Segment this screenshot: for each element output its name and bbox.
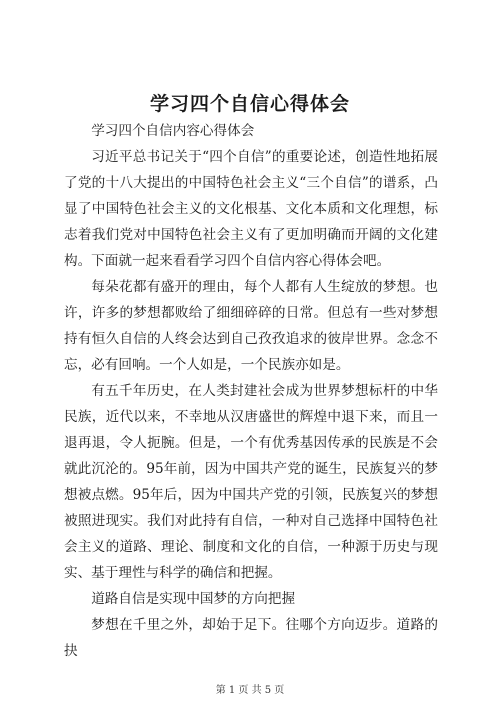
document-title: 学习四个自信心得体会 [149, 93, 350, 115]
paragraph-history: 有五千年历史，在人类封建社会成为世界梦想标杆的中华民族，近代以来，不幸地从汉唐盛世的辉煌中退下来，而且一退再退，令人扼腕。但是，一个有优秀基因传承的民族是不会就此沉沦的。95年前，因为中国共产党的诞生，民族复兴的梦想被点燃。95年后，因为中国共产党的引领，民族复兴的梦想被照进现实。我们对此持有自信，一种对自己选择中国特色社会主义的道路、理论、制度和文化的自信，一种源于历史与现实、基于理性与科学的确信和把握。 [64, 383, 438, 581]
document-body [64, 118, 438, 664]
document-subtitle: 学习四个自信内容心得体会 [91, 123, 255, 139]
paragraph-intro: 习近平总书记关于“四个自信”的重要论述，创造性地拓展了党的十八大提出的中国特色社会主义“三个自信”的谱系，凸显了中国特色社会主义的文化根基、文化本质和文化理想，标志着我们党对中国特色社会主义有了更加明确而开阔的文化建构。下面就一起来看看学习四个自信内容心得体会吧。 [64, 149, 438, 269]
page-number-footer: 第 1 页 共 5 页 [215, 685, 285, 696]
paragraph-road: 梦想在千里之外，却始于足下。往哪个方向迈步。道路的抉 [64, 617, 438, 659]
paragraph-dream: 每朵花都有盛开的理由，每个人都有人生绽放的梦想。也许，许多的梦想都败给了细细碎碎的日常。但总有一些对梦想持有恒久自信的人终会达到自己孜孜追求的彼岸世界。念念不忘，必有回响。一个人如是，一个民族亦如是。 [64, 279, 438, 373]
section-heading-road-confidence: 道路自信是实现中国梦的方向把握 [91, 591, 296, 607]
